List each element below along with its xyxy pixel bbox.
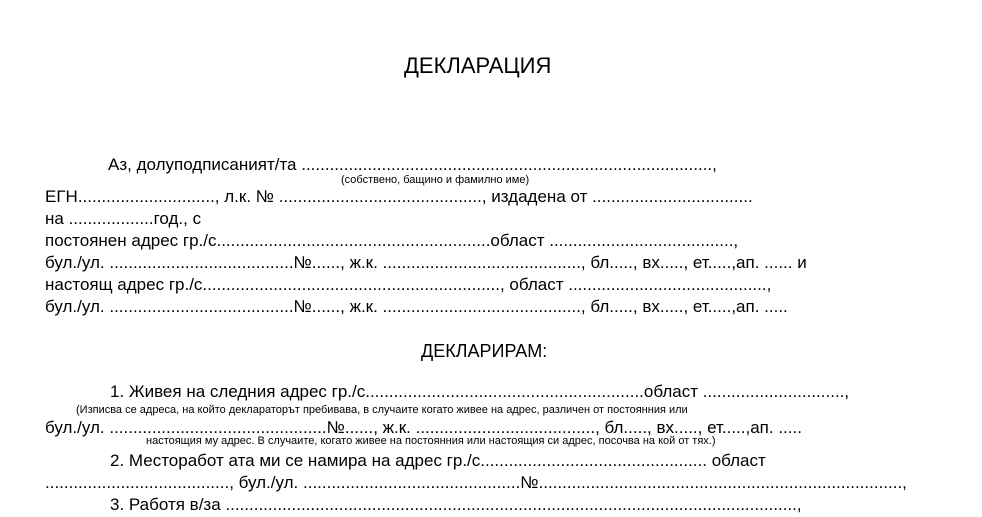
permanent-street-line: бул./ул. .......................................№......, ж.к. .........................................., бл....., вх....., ет.....,ап. ...... и [45, 253, 807, 272]
item-1-street-line: бул./ул. ..............................................№......, ж.к. ......................................, бл....., вх....., ет.....,ап. ..... [45, 418, 802, 437]
document-title: ДЕКЛАРАЦИЯ [404, 53, 552, 78]
item-1-line: 1. Живея на следния адрес гр./с...........................................................област .............................., [110, 382, 850, 401]
item-2-line: 2. Месторабот ата ми се намира на адрес гр./с................................................ област [110, 451, 766, 470]
item-3-line: 3. Работя в/за ........................................................................................................................., [110, 495, 802, 514]
egn-id-line: ЕГН............................., л.к. № ..........................................., издадена от .................................. [45, 187, 753, 206]
declarant-name-line: Аз, долуподписаният/та ......................................................................................., [108, 155, 717, 174]
item-1-hint-a: (Изписва се адреса, на който деклараторът пребивава, в случаите когато живее на адрес, различен от постоянния или [76, 404, 688, 416]
item-2-street-line: ......................................., бул./ул. ..............................................№............................................................................., [45, 473, 907, 492]
current-address-line: настоящ адрес гр./с..............................................................., област .........................................., [45, 275, 772, 294]
current-street-line: бул./ул. .......................................№......, ж.к. .........................................., бл....., вх....., ет.....,ап. ..... [45, 297, 788, 316]
permanent-address-line: постоянен адрес гр./с..........................................................област ......................................., [45, 231, 739, 250]
declare-heading: ДЕКЛАРИРАМ: [421, 341, 548, 361]
declarant-name-hint: (собствено, бащино и фамилно име) [341, 174, 530, 186]
issued-year-line: на ..................год., с [45, 209, 202, 228]
item-1-hint-b: настоящия му адрес. В случаите, когато живее на постоянния или настоящия си адрес, посочва на кой от тях.) [146, 435, 716, 447]
